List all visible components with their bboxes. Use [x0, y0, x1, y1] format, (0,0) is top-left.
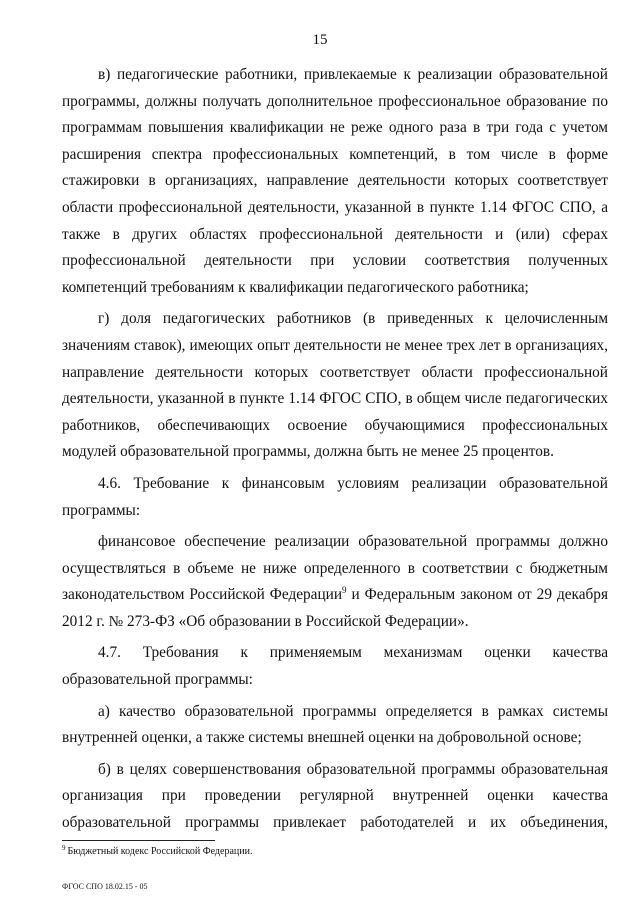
paragraph-financial-provision [62, 529, 608, 635]
document-code: ФГОС СПО 18.02.15 - 05 [62, 882, 148, 891]
footnote-reference: 9 [342, 585, 347, 596]
paragraph-g: г) доля педагогических работников (в приведенных к целочисленным значениям ставок), имеющих опыт деятельности не менее трех лет в организациях, направление деятельности которых соответствует области профессиональной деятельности, указанной в пункте 1.14 ФГОС СПО, в общем числе педагогических работников, обеспечивающих освоение обучающимися профессиональных модулей образовательной программы, должна быть не менее 25 процентов. [62, 310, 608, 461]
footnote-divider [62, 840, 215, 841]
paragraph-4-7-heading: 4.7. Требования к применяемым механизмам оценки качества образовательной программы: [62, 644, 608, 689]
footnote-mark: 9 [62, 843, 66, 852]
paragraph-v: в) педагогические работники, привлекаемые к реализации образовательной программы, должны получать дополнительное профессиональное образование по программам повышения квалификации не реже одного раза в три года с учетом расширения спектра профессиональных компетенций, в том числе в форме стажировки в организациях, направление деятельности которых соответствует области профессиональной деятельности, указанной в пункте 1.14 ФГОС СПО, а также в других областях профессиональной деятельности и (или) сферах профессиональной деятельности при условии соответствия полученных компетенций требованиям к квалификации педагогического работника; [62, 66, 608, 296]
footnote-text: Бюджетный кодекс Российской Федерации. [67, 846, 253, 857]
paragraph-a: а) качество образовательной программы определяется в рамках системы внутренней оценки, а также системы внешней оценки на добровольной основе; [62, 702, 608, 747]
paragraph-b: б) в целях совершенствования образовательной программы образовательная организация при проведении регулярной внутренней оценки качества образовательной программы привлекает работодателей и их объединения, [62, 760, 608, 832]
paragraph-text: финансовое обеспечение реализации образовательной программы должно осуществляться в объеме не ниже определенного в соответствии с бюджетным законодательством Российской Федерации [62, 533, 608, 604]
footnote [62, 843, 253, 857]
document-body [62, 62, 608, 837]
paragraph-4-6-heading: 4.6. Требование к финансовым условиям реализации образовательной программы: [62, 474, 608, 519]
paragraph-text: и Федеральным законом от 29 декабря 2012 г. № 273-ФЗ «Об образовании в Российской Федерации». [62, 586, 608, 630]
page-number: 15 [312, 32, 328, 48]
